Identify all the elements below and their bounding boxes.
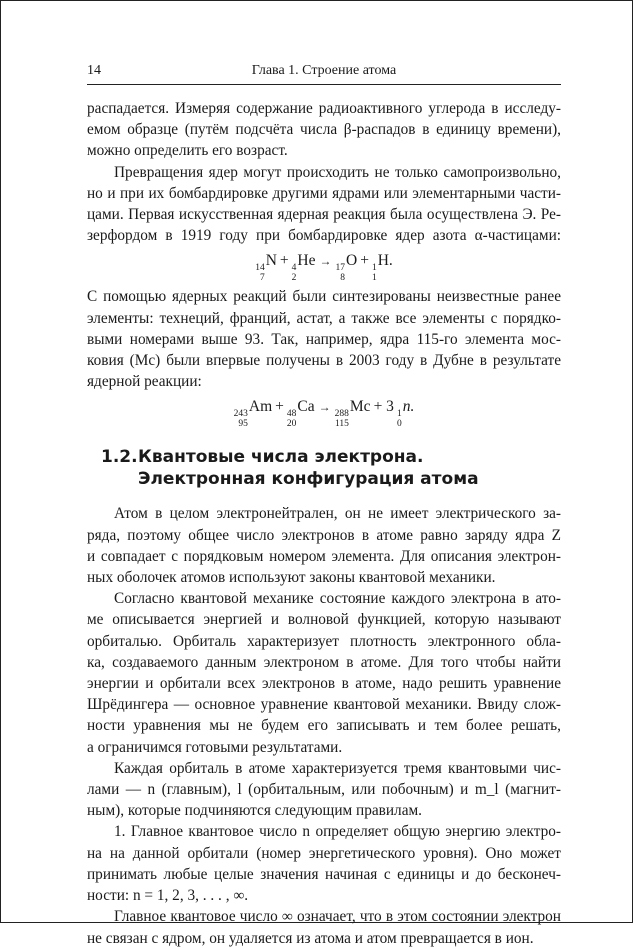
- text-line: зерфордом в 1919 году при бомбардировке ядер азота α-частицами:: [87, 227, 561, 245]
- atomic-number: 2: [291, 272, 297, 283]
- element-symbol: Mc: [349, 398, 371, 416]
- element-symbol: N: [265, 252, 277, 270]
- atomic-number: 115: [334, 418, 349, 429]
- section-title-line-2: Электронная конфигурация атома: [138, 469, 479, 490]
- atomic-number: 1: [371, 272, 377, 283]
- page-number: 14: [87, 63, 101, 78]
- text-line: а ограничимся готовыми результатами.: [87, 738, 343, 756]
- paragraph-3: [87, 286, 561, 392]
- element-symbol: Am: [248, 398, 273, 416]
- paragraph-8: [87, 906, 561, 948]
- section-heading: [87, 446, 561, 490]
- text-line: ковия (Mc) были впервые получены в 2003 году в Дубне в результате: [87, 352, 561, 370]
- formula-operator: +: [360, 252, 369, 270]
- text-line: Главное квантовое число ∞ означает, что в этом состоянии электрон: [114, 908, 561, 926]
- element-symbol: O: [346, 252, 358, 270]
- paragraph-1: [87, 98, 561, 162]
- text-line: не связан с ядром, он удаляется из атома и атом превращается в ион.: [87, 929, 534, 947]
- mass-number: 288: [334, 409, 349, 420]
- formula-operator: +: [279, 252, 289, 270]
- atomic-number: 0: [396, 418, 402, 429]
- atomic-number: 7: [259, 272, 265, 283]
- text-line: выми номерами выше 93. Так, например, ядра 115-го элемента мос-: [87, 330, 561, 348]
- element-symbol: H.: [377, 252, 393, 270]
- text-line: принимать любые целые значения начиная с единицы и до бесконеч-: [87, 865, 561, 883]
- mass-number: 14: [255, 263, 265, 274]
- paragraph-6: [87, 758, 561, 822]
- nuclide: [234, 396, 273, 429]
- nuclide: [335, 396, 371, 429]
- text-line: Каждая орбиталь в атоме характеризуется тремя квантовыми чис-: [114, 759, 561, 777]
- running-title: Глава 1. Строение атома: [251, 63, 397, 78]
- text-line: Согласно квантовой механике состояние каждого электрона в ато-: [114, 590, 561, 608]
- header-rule: [87, 84, 561, 85]
- text-line: ядерной реакции:: [87, 373, 202, 391]
- page-body: [87, 98, 561, 949]
- formula-operator: + 3: [373, 398, 394, 416]
- text-line: энергии и орбитали всех электронов в атоме, надо решить уравнение: [87, 675, 561, 693]
- text-line: на на данной орбитали (номер энергетического уровня). Оно может: [87, 844, 561, 862]
- atomic-number: 95: [238, 418, 248, 429]
- element-symbol: He: [297, 252, 316, 270]
- paragraph-7: [87, 821, 561, 906]
- element-symbol: Ca: [297, 398, 315, 416]
- mass-number: 17: [335, 263, 345, 274]
- text-line: и совпадает с порядковым номером элемента. Для описания электрон-: [87, 547, 561, 565]
- atomic-number: 20: [286, 418, 297, 429]
- text-line: можно определить его возраст.: [87, 142, 288, 160]
- text-line: цами. Первая искусственная ядерная реакция была осуществлена Э. Ре-: [87, 206, 561, 224]
- formula-operator: →: [318, 400, 331, 415]
- text-line: ка, создаваемого данным электроном в атоме. Для того чтобы найти: [87, 653, 561, 671]
- text-line: ным), которые подчиняются следующим правилам.: [87, 802, 422, 820]
- nuclide: [336, 250, 358, 283]
- mass-number: 4: [291, 263, 297, 274]
- paragraph-5: [87, 588, 561, 758]
- formula-operator: +: [275, 398, 284, 416]
- mass-number: 1: [371, 263, 377, 274]
- text-line: но и при их бомбардировке другими ядрами или элементарными части-: [87, 184, 561, 202]
- text-line: Атом в целом электронейтрален, он не имеет электрического за-: [114, 505, 561, 523]
- text-line: распадается. Измеряя содержание радиоактивного углерода в исследу-: [87, 100, 561, 117]
- mass-number: 243: [233, 409, 248, 420]
- nuclide: [287, 396, 315, 429]
- text-line: ме описывается энергией и волновой функцией, которую называют: [87, 611, 561, 629]
- text-line: Превращения ядер могут происходить не только самопроизвольно,: [114, 163, 561, 181]
- text-line: ности уравнения мы не будем его записывать и тем более решать,: [87, 717, 561, 735]
- paragraph-4: [87, 503, 561, 588]
- text-line: ных оболочек атомов используют законы квантовой механики.: [87, 569, 496, 587]
- nuclide: [292, 250, 316, 283]
- text-line: Шрёдингера — основное уравнение квантовой механики. Ввиду слож-: [87, 696, 561, 714]
- text-line: ряда, поэтому общее число электронов в атоме равно заряду ядра Z: [87, 526, 561, 544]
- section-number: 1.2.: [101, 447, 138, 468]
- text-line: 1. Главное квантовое число n определяет общую энергию электро-: [114, 823, 561, 841]
- text-line: ности: n = 1, 2, 3, . . . , ∞.: [87, 887, 249, 905]
- atomic-number: 8: [340, 272, 345, 283]
- text-line: С помощью ядерных реакций были синтезированы неизвестные ранее: [87, 288, 561, 306]
- text-line: элементы: технеций, франций, астат, а также все элементы с порядко-: [87, 309, 561, 327]
- nuclide: [397, 396, 414, 429]
- mass-number: 1: [396, 409, 402, 420]
- formula-operator: →: [319, 254, 332, 269]
- text-line: емом образце (путём подсчёта числа β-распадов в единицу времени),: [87, 121, 561, 139]
- mass-number: 48: [286, 409, 297, 420]
- nuclear-reaction-formula-1: [87, 250, 561, 283]
- paragraph-2: [87, 162, 561, 247]
- section-title-line-1: Квантовые числа электрона.: [138, 447, 424, 468]
- nuclide: [255, 250, 277, 283]
- running-header: [87, 63, 561, 85]
- nuclide: [372, 250, 393, 283]
- nuclear-reaction-formula-2: [87, 396, 561, 429]
- text-line: орбиталью. Орбиталь характеризует плотность электронного обла-: [87, 632, 561, 650]
- element-symbol: n.: [402, 398, 415, 416]
- text-line: лами — n (главным), l (орбитальным, или побочным) и m_l (магнит-: [87, 781, 561, 799]
